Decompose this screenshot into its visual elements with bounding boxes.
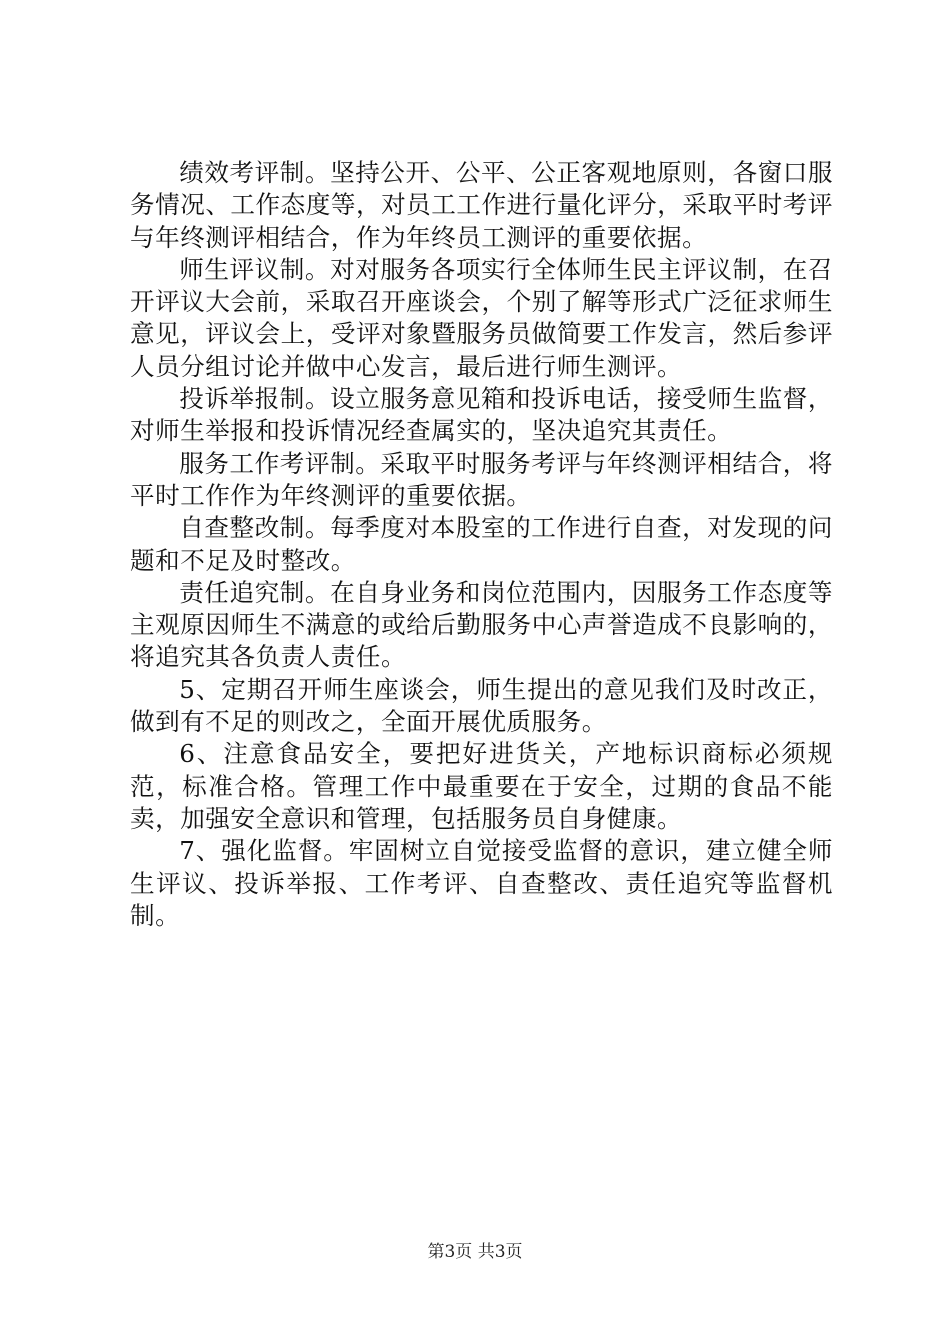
paragraph-performance-evaluation: 绩效考评制。坚持公开、公平、公正客观地原则，各窗口服务情况、工作态度等，对员工工作进行量化评分，采取平时考评与年终测评相结合，作为年终员工测评的重要依据。 bbox=[130, 158, 833, 252]
page-number-footer: 第3页 共3页 bbox=[427, 1242, 523, 1262]
paragraph-item-6: 6、注意食品安全，要把好进货关，产地标识商标必须规范，标准合格。管理工作中最重要在于安全，过期的食品不能卖，加强安全意识和管理，包括服务员自身健康。 bbox=[130, 739, 833, 833]
paragraph-item-7: 7、强化监督。牢固树立自觉接受监督的意识，建立健全师生评议、投诉举报、工作考评、自查整改、责任追究等监督机制。 bbox=[130, 836, 833, 930]
paragraph-self-inspection: 自查整改制。每季度对本股室的工作进行自查，对发现的问题和不足及时整改。 bbox=[130, 513, 833, 575]
paragraph-service-work-evaluation: 服务工作考评制。采取平时服务考评与年终测评相结合，将平时工作作为年终测评的重要依据。 bbox=[130, 448, 833, 510]
paragraph-complaint-reporting: 投诉举报制。设立服务意见箱和投诉电话，接受师生监督，对师生举报和投诉情况经查属实的，坚决追究其责任。 bbox=[130, 384, 833, 446]
paragraph-accountability: 责任追究制。在自身业务和岗位范围内，因服务工作态度等主观原因师生不满意的或给后勤服务中心声誉造成不良影响的，将追究其各负责人责任。 bbox=[130, 577, 833, 672]
paragraph-item-5: 5、定期召开师生座谈会，师生提出的意见我们及时改正，做到有不足的则改之，全面开展优质服务。 bbox=[130, 674, 833, 737]
paragraph-teacher-student-review: 师生评议制。对对服务各项实行全体师生民主评议制，在召开评议大会前，采取召开座谈会，个别了解等形式广泛征求师生意见，评议会上，受评对象暨服务员做简要工作发言，然后参评人员分组讨论并做中心发言，最后进行师生测评。 bbox=[130, 254, 833, 381]
document-body bbox=[130, 157, 833, 932]
